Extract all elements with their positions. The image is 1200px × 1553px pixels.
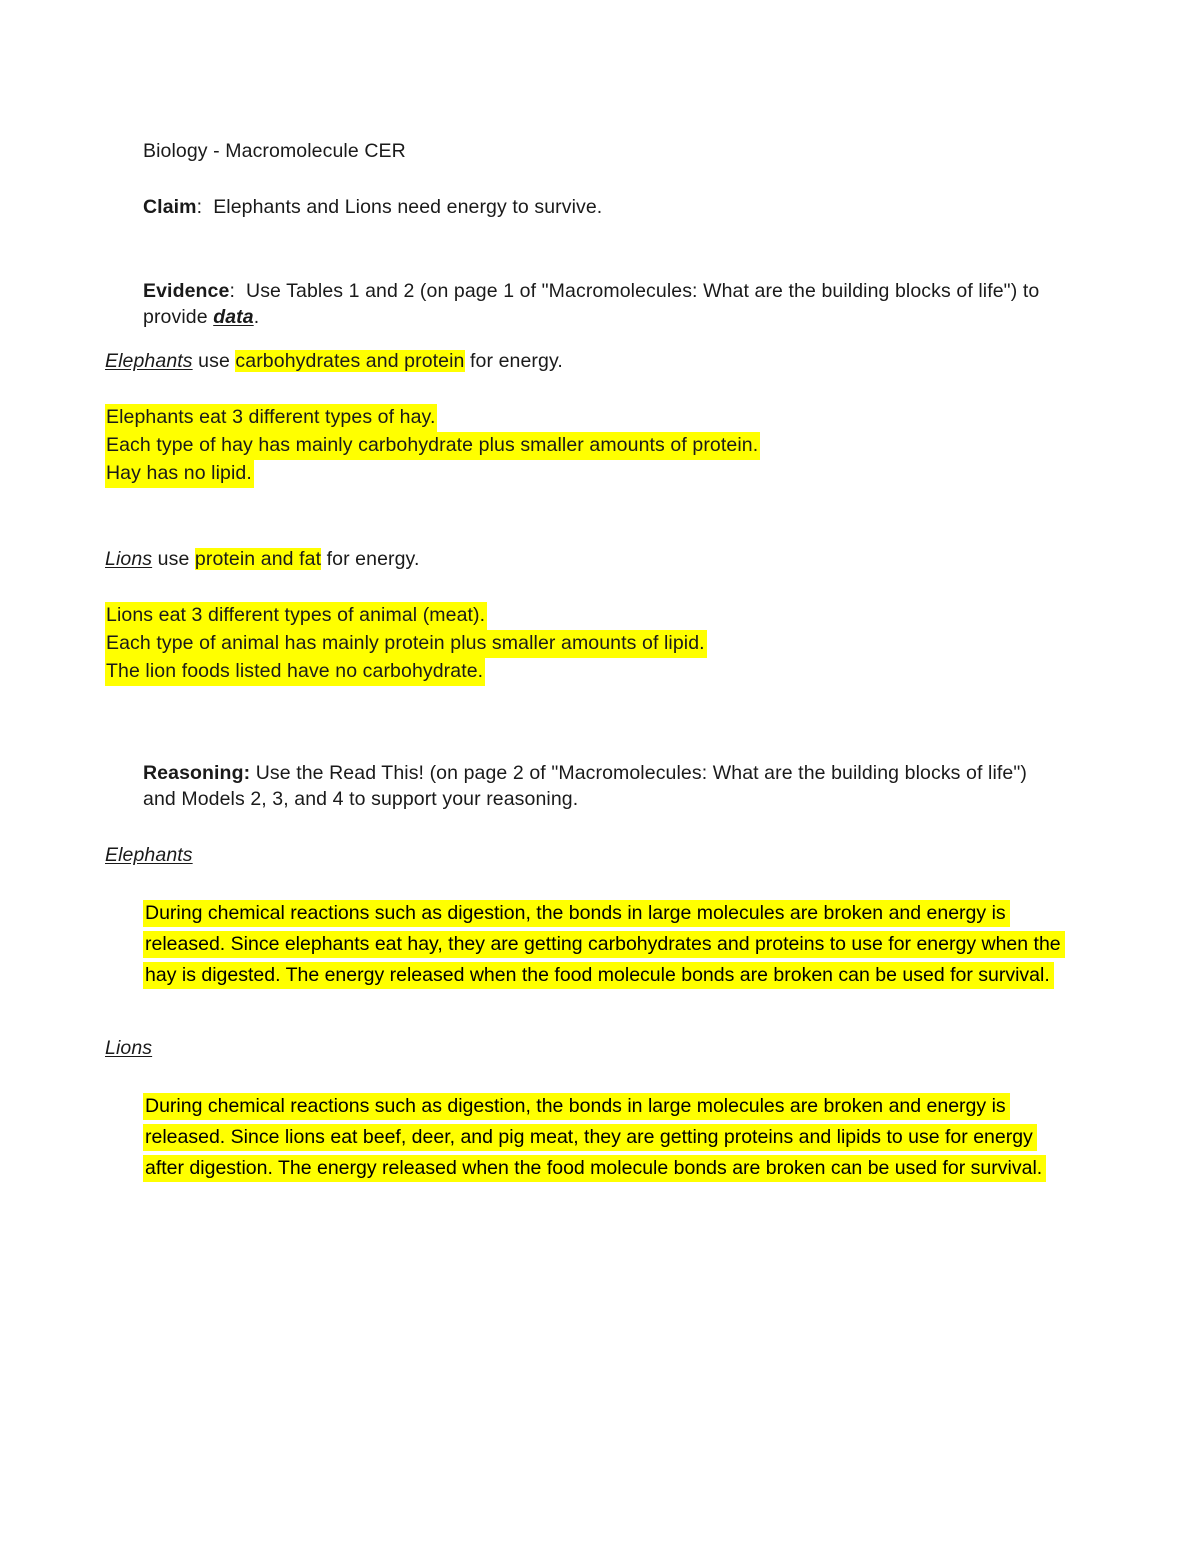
reasoning-elephants-heading-text: Elephants: [105, 844, 193, 866]
reasoning-elephants-paragraph: [143, 898, 1063, 991]
spacer: [105, 164, 1063, 194]
evidence-label: Evidence: [143, 280, 230, 302]
evidence-instruction: [143, 278, 1063, 330]
document-body: [105, 138, 1063, 1184]
evidence-emphasis-data: data: [213, 306, 254, 328]
elephants-evidence-after: for energy.: [464, 350, 563, 372]
spacer: [105, 744, 1063, 760]
elephants-evidence-details: [105, 404, 1063, 488]
evidence-separator: :: [229, 280, 235, 302]
evidence-instruction-text: Use Tables 1 and 2 (on page 1 of "Macromolecules: What are the building blocks of life") to provide: [143, 280, 1040, 328]
reasoning-elephants-paragraph-text: During chemical reactions such as digestion, the bonds in large molecules are broken and energy is released. Since elephants eat hay, they are getting carbohydrates and proteins to use for energy when the hay is digested. The energy released when the food molecule bonds are broken can be used for survival.: [143, 900, 1065, 989]
elephants-detail-line: Hay has no lipid.: [105, 460, 254, 488]
lions-detail-line: The lion foods listed have no carbohydrate.: [105, 658, 485, 686]
claim-label: Claim: [143, 196, 197, 218]
spacer: [105, 220, 1063, 278]
lions-detail-line: Lions eat 3 different types of animal (meat).: [105, 602, 487, 630]
evidence-instruction-period: .: [253, 306, 260, 328]
spacer: [105, 868, 1063, 898]
lions-evidence-heading: Lions: [105, 548, 153, 570]
reasoning-elephants-heading: [105, 842, 1063, 868]
lions-evidence-highlight: protein and fat: [194, 548, 322, 570]
document-title: Biology - Macromolecule CER: [143, 140, 406, 162]
lions-evidence-before: use: [152, 548, 195, 570]
elephants-evidence-heading: Elephants: [105, 350, 193, 372]
reasoning-label: Reasoning:: [143, 762, 251, 784]
lions-evidence-after: for energy.: [321, 548, 420, 570]
lions-evidence-sentence: [105, 546, 1063, 572]
lions-detail-line: Each type of animal has mainly protein plus smaller amounts of lipid.: [105, 630, 707, 658]
claim-separator: :: [196, 196, 203, 218]
lions-evidence-details: [105, 602, 1063, 686]
spacer: [105, 488, 1063, 546]
elephants-evidence-sentence: [105, 348, 1063, 374]
claim-text: Elephants and Lions need energy to survive.: [213, 196, 603, 218]
elephants-detail-line: Each type of hay has mainly carbohydrate plus smaller amounts of protein.: [105, 432, 760, 460]
spacer: [105, 991, 1063, 1035]
reasoning-lions-heading-text: Lions: [105, 1037, 153, 1059]
spacer: [105, 812, 1063, 842]
elephants-detail-line: Elephants eat 3 different types of hay.: [105, 404, 437, 432]
reasoning-instruction: [143, 760, 1063, 812]
spacer: [105, 572, 1063, 602]
reasoning-instruction-text: Use the Read This! (on page 2 of "Macromolecules: What are the building blocks of life") and Models 2, 3, and 4 to support your reasoning.: [143, 762, 1027, 810]
claim-line: [143, 194, 1063, 220]
spacer: [105, 330, 1063, 348]
elephants-evidence-before: use: [192, 350, 236, 372]
spacer: [105, 686, 1063, 744]
reasoning-lions-heading: [105, 1035, 1063, 1061]
reasoning-lions-paragraph-text: During chemical reactions such as digestion, the bonds in large molecules are broken and energy is released. Since lions eat beef, deer, and pig meat, they are getting proteins and lipids to use for energy after digestion. The energy released when the food molecule bonds are broken can be used for survival.: [143, 1093, 1046, 1182]
elephants-evidence-highlight: carbohydrates and protein: [235, 350, 465, 372]
spacer: [105, 1061, 1063, 1091]
reasoning-lions-paragraph: [143, 1091, 1063, 1184]
spacer: [105, 374, 1063, 404]
